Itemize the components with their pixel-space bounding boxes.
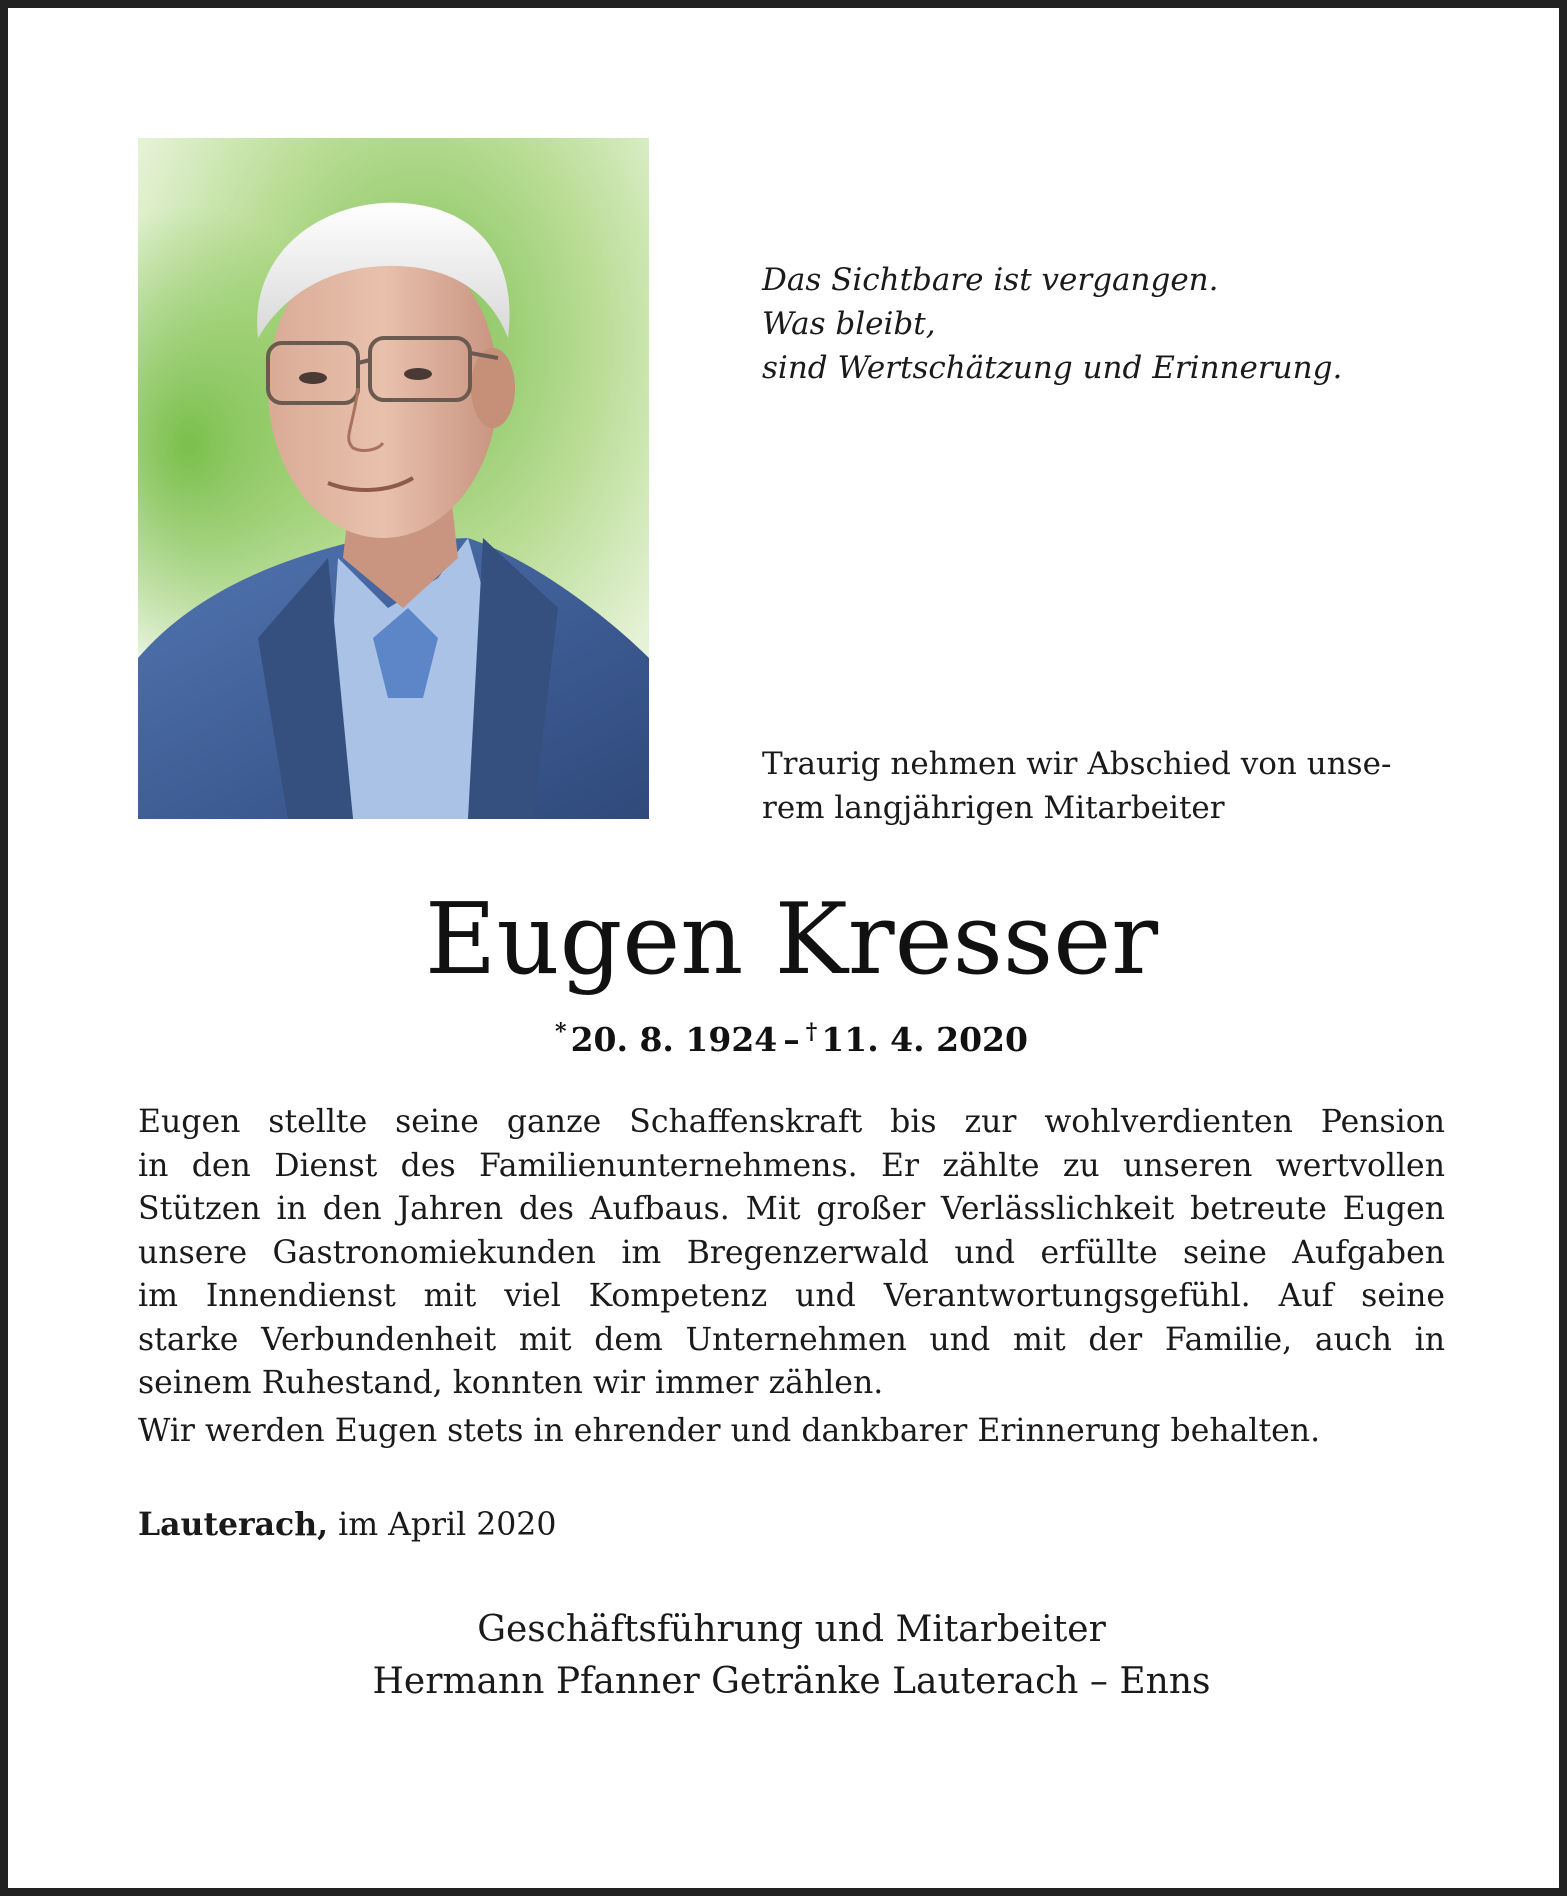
body-line: im Innendienst mit viel Kompetenz und Verantwortungsgefühl. Auf seine: [138, 1278, 1445, 1314]
life-dates: [8, 1010, 1567, 1062]
signature-line: Geschäftsführung und Mitarbeiter: [477, 1609, 1106, 1650]
portrait-photo: [138, 138, 649, 819]
death-symbol: †: [805, 1019, 818, 1045]
place-date: im April 2020: [328, 1507, 557, 1543]
deceased-name: Eugen Kresser: [424, 883, 1159, 997]
body-line: starke Verbundenheit mit dem Unternehmen und mit der Familie, auch in: [138, 1321, 1445, 1358]
signature: [8, 1604, 1567, 1708]
quote-line: Was bleibt,: [762, 306, 936, 342]
body-line: Stützen in den Jahren des Aufbaus. Mit großer Verlässlichkeit betreute Eugen: [138, 1191, 1445, 1227]
quote-line: sind Wertschätzung und Erinnerung.: [762, 350, 1343, 386]
intro-line: rem langjährigen Mitarbeiter: [762, 790, 1225, 826]
body-line: Eugen stellte seine ganze Schaffenskraft bis zur wohlverdienten Pension: [138, 1104, 1445, 1140]
quote-line: Das Sichtbare ist vergangen.: [762, 262, 1219, 298]
closing-sentence: Wir werden Eugen stets in ehrender und dankbarer Erinnerung behalten.: [138, 1412, 1321, 1449]
death-date: 11. 4. 2020: [821, 1020, 1028, 1059]
body-line: seinem Ruhestand, konnten wir immer zählen.: [138, 1365, 884, 1401]
birth-date: 20. 8. 1924: [570, 1020, 778, 1059]
signature-line: Hermann Pfanner Getränke Lauterach – Enns: [372, 1661, 1211, 1702]
place-and-date: [138, 1503, 556, 1547]
place-city: Lauterach,: [138, 1506, 329, 1543]
intro-line: Traurig nehmen wir Abschied von unse-: [762, 746, 1392, 782]
body-line: unsere Gastronomiekunden im Bregenzerwald und erfüllte seine Aufgaben: [138, 1234, 1445, 1271]
intro-text: [762, 742, 1482, 830]
body-line: in den Dienst des Familienunternehmens. Er zählte zu unseren wertvollen: [138, 1147, 1445, 1184]
quote: [762, 258, 1482, 390]
birth-symbol: *: [555, 1019, 567, 1045]
date-separator: –: [783, 1020, 800, 1059]
obituary-body: [138, 1101, 1445, 1453]
